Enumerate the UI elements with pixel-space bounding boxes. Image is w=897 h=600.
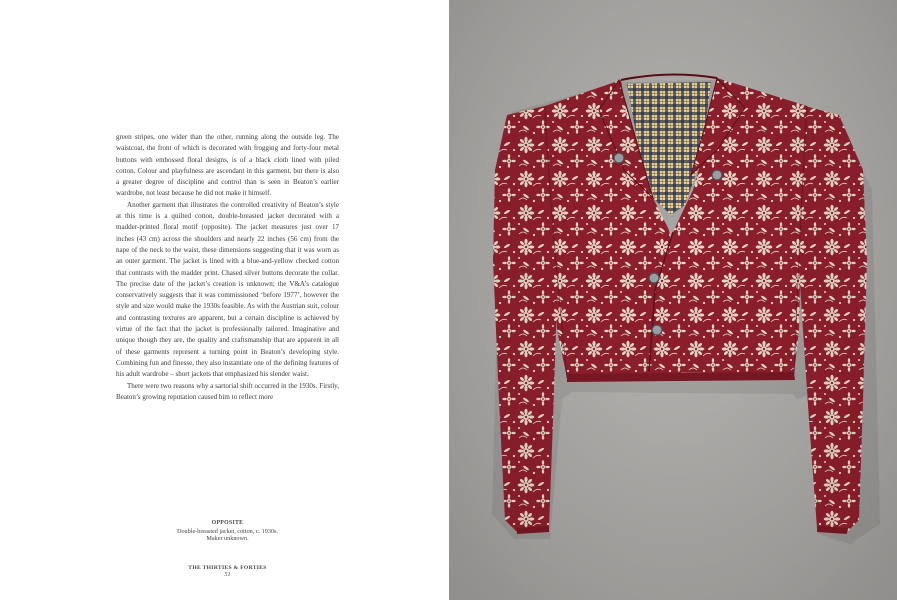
right-page — [449, 0, 897, 600]
caption-line-1: Double-breasted jacket, cotton, c. 1930s. — [176, 527, 279, 535]
button-icon — [614, 153, 624, 163]
caption-line-2: Maker unknown. — [206, 535, 249, 543]
jacket-photograph — [449, 0, 897, 600]
paragraph-1: green stripes, one wider than the other, running along the outside leg. The waistcoat, the front of which is decorated with frogging and forty-four metal buttons with embossed floral designs, is of a black cloth lined with piled cotton. Colour and playfulness are ascendant in this garment, but there is also a greater degree of discipline and control than is seen in Beaton’s earlier wardrobe, not least because he did not make it himself. — [116, 133, 339, 198]
body-text — [116, 132, 339, 403]
section-title: THE THIRTIES & FORTIES — [188, 565, 267, 571]
paragraph-3: There were two reasons why a sartorial shift occurred in the 1930s. Firstly, Beaton’s growing reputation caused him to reflect more — [116, 381, 339, 401]
paragraph-2: Another garment that illustrates the controlled creativity of Beaton’s style at this time is a quilted cotton, double-breasted jacket decorated with a madder-printed floral motif (opposite). The jacket measures just over 17 inches (43 cm) across the shoulders and nearly 22 inches (56 cm) from the nape of the neck to the waist, these dimensions suggesting that it was worn as an outer garment. The jacket is lined with a blue-and-yellow checked cotton that contrasts with the madder print. Chased silver buttons decorate the collar. The precise date of the jacket’s creation is unknown; the V&A’s catalogue conservatively suggests that it was commissioned ‘before 1977’, however the style and size would make the 1930s feasible. As with the Austrian suit, colour and contrasting textures are apparent, but a certain discipline is achieved by virtue of the fact that the jacket is professionally tailored. Imaginative and unique though they are, the quality and craftsmanship that are apparent in all of these garments represent a turning point in Beaton’s developing style. Combining fun and finesse, they also instantiate one of the defining features of his adult wardrobe – short jackets that emphasized his slender waist. — [116, 200, 339, 379]
running-footer — [116, 565, 339, 578]
figure-caption — [116, 520, 339, 543]
right-sleeve — [794, 105, 867, 532]
page-number: 51 — [224, 571, 231, 578]
button-icon — [652, 325, 662, 335]
caption-heading: OPPOSITE — [211, 520, 244, 526]
button-icon — [649, 273, 659, 283]
button-icon — [712, 170, 722, 180]
